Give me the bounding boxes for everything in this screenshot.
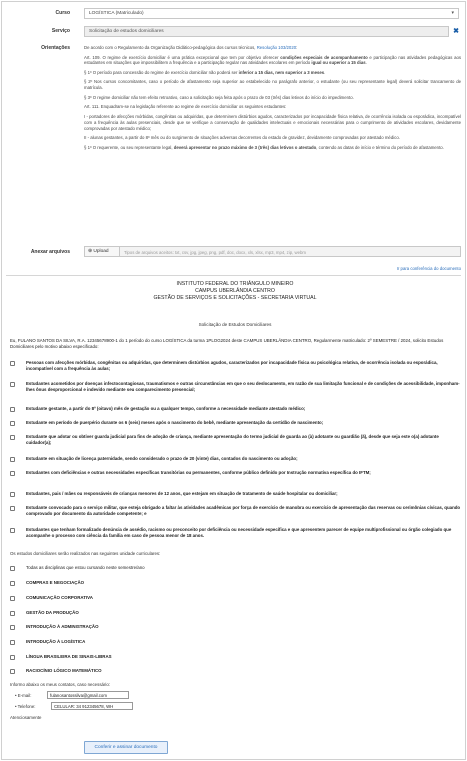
anexar-label: Anexar arquivos <box>30 249 70 255</box>
reason-checkbox[interactable] <box>10 492 15 497</box>
conferencia-link[interactable]: Ir para conferência do documento <box>396 266 461 271</box>
units-intro: Os estudos domiciliares serão realizados nas seguintes unidade curriculares: <box>10 551 161 556</box>
paragrafo-1-atestado <box>84 145 461 151</box>
unit-checkbox[interactable] <box>10 640 15 645</box>
reason-checkbox[interactable] <box>10 382 15 387</box>
phone-field[interactable]: CELULAR: 34 912345678, WH <box>51 702 133 710</box>
reason-checkbox[interactable] <box>10 506 15 511</box>
upload-button[interactable] <box>84 246 120 257</box>
orientacoes-text <box>84 45 461 154</box>
email-field[interactable]: fulanosantossilva@gmail.com <box>47 691 129 699</box>
p1-b: inferior a 15 dias, nem superior a 3 meses <box>238 69 325 75</box>
p1-c: . <box>324 69 326 75</box>
reason-text: Estudante gestante, a partir do 8º (oitavo) mês de gestação ou a qualquer tempo, conforme a necessidade mediante atestado médico; <box>26 406 306 411</box>
upload-hint: Tipos de arquivos aceitos: txt, csv, jpg, jpeg, png, pdf, doc, docx, xls, xlsx, mp3, mp4, zip, webm <box>120 246 461 257</box>
reason-text: Estudantes que tenham formalizado denúncia de assédio, racismo ou preconceito por deficiência ou necessidade específica e que apresentem parecer de equipe multiprofissional ou órgão colegiado que acompanhe o processo com ciência da família em caso de pessoa menor de 18 anos. <box>26 527 452 539</box>
unit-text: COMPRAS E NEGOCIAÇÃO <box>26 580 85 585</box>
unit-text: Todas as disciplinas que estou cursando neste semestre/ano <box>26 565 145 570</box>
unit-text: LÍNGUA BRASILEIRA DE SINAIS-LIBRAS <box>26 654 112 659</box>
upload-label: Upload <box>93 249 109 254</box>
header-line-2: CAMPUS UBERLÂNDIA CENTRO <box>195 287 275 294</box>
p1b-a: § 1º O requerente, ou seu representante legal, <box>84 144 174 150</box>
unit-checkbox[interactable] <box>10 596 15 601</box>
unit-text: GESTÃO DA PRODUÇÃO <box>26 610 79 615</box>
p1b-b: deverá apresentar no prazo máximo de 3 (três) dias letivos o atestado <box>173 144 317 150</box>
p1-a: § 1º O período para concessão do regime de exercício domiciliar não poderá ser <box>84 69 239 75</box>
servico-value: Solicitação de estudos domiciliares <box>89 29 164 34</box>
document-title: Solicitação de Estudos Domiciliares <box>198 322 272 327</box>
upload-icon: ⊕ <box>88 249 93 254</box>
reason-checkbox[interactable] <box>10 528 15 533</box>
document-header <box>10 281 460 301</box>
inciso-i: I - portadores de afecções mórbidas, congênitas ou adquiridas, que determinem distúrbios agudos, caracterizados por incapacidade física relativa, de ocorrência isolada ou esporádica, incompatível com a frequência às aulas presenciais, desde que se verifique a conservação de qualidades intelectuais e emocionais necessárias para o cumprimento de atividades escolares, devidamente comprovadas por atestado médico; <box>84 113 461 131</box>
reason-checkbox[interactable] <box>10 457 15 462</box>
reason-checkbox[interactable] <box>10 407 15 412</box>
curso-value: LOGÍSTICA (Matriculado) <box>89 11 144 16</box>
orientacoes-label: Orientações <box>41 45 70 51</box>
reason-checkbox[interactable] <box>10 471 15 476</box>
reason-checkbox[interactable] <box>10 421 15 426</box>
chevron-down-icon: ▾ <box>451 10 454 16</box>
art-109 <box>84 55 461 67</box>
unit-checkbox[interactable] <box>10 669 15 674</box>
document-intro: Eu, FULANO SANTOS DA SILVA, R.A. 12345678900-1 do 1 período do curso LOGÍSTICA da turma 1PLOG2024 deste CAMPUS UBERLÂNDIA CENTRO, Regularmente matriculado: 2º SEMESTRE / 2024, solicito Estudos Domiciliares pelo motivo abaixo especificado: <box>10 338 444 350</box>
art-111: Art. 111. Enquadram-se na legislação referente ao regime de exercício domiciliar os seguintes estudantes: <box>84 104 287 110</box>
header-line-3: GESTÃO DE SERVIÇOS E SOLICITAÇÕES - SECRETARIA VIRTUAL <box>153 294 317 301</box>
unit-text: COMUNICAÇÃO CORPORATIVA <box>26 595 93 600</box>
curso-select[interactable] <box>84 8 459 19</box>
paragrafo-2: § 2º Nos cursos concomitantes, caso o período de afastamento seja superior ao estabelecido no parágrafo anterior, o estudante (ou seu representante legal) deverá solicitar trancamento de matrícula. <box>84 79 461 91</box>
divider <box>6 275 461 276</box>
reason-checkbox[interactable] <box>10 361 15 366</box>
reason-text: Estudantes acometidos por doenças infectocontagiosas, traumatismos e outras circunstâncias em que o seu deslocamento, em razão de sua limitação funcional e de condições de acessibilidade, imponham-lhes ônus desproporcional e indevido mediante seu comparecimento presencial; <box>26 381 460 393</box>
curso-label: Curso <box>55 10 70 16</box>
servico-label: Serviço <box>51 28 70 34</box>
reason-text: Estudantes com deficiências e outras necessidades específicas transitórias ou permanentes, conforme público definido por Instrução normativa específica do IFTM; <box>26 470 371 475</box>
inciso-ii: II - alunas gestantes, a partir do 8º mês ou do surgimento de situações adversas decorrentes do estado de gravidez, devidamente comprovadas por atestado médico. <box>84 135 400 141</box>
reason-text: Estudantes, pais / mães ou responsáveis de crianças menores de 12 anos, que estejam em situação de tratamento de saúde hospitalar ou domiciliar; <box>26 491 338 496</box>
unit-checkbox[interactable] <box>10 625 15 630</box>
resolucao-link[interactable]: Resolução 103/2020 <box>256 45 297 50</box>
servico-field <box>84 26 449 37</box>
conferir-assinar-button[interactable]: Conferir e assinar documento <box>84 741 168 754</box>
art109-a: Art. 109. O regime de exercício domiciliar é uma prática excepcional que tem por objetivo oferecer <box>84 54 281 60</box>
paragrafo-1 <box>84 70 461 76</box>
unit-text: RACIOCÍNIO LÓGICO MATEMÁTICO <box>26 668 102 673</box>
unit-checkbox[interactable] <box>10 566 15 571</box>
contacts-intro: Informo abaixo os meus contatos, caso necessário: <box>10 682 111 687</box>
art109-c: e participação nas atividades pedagógicas aos estudantes em situações que impossibilitem a frequência e a participação regular nas atividades escolares em período <box>84 54 462 66</box>
art109-b: condições especiais de acompanhamento <box>280 54 368 60</box>
closing-text: Atenciosamente <box>10 715 42 720</box>
intro-suffix: : <box>296 45 298 50</box>
p1b-c: , contendo as datas de início e término do período de afastamento. <box>316 144 444 150</box>
reason-text: Estudante que adotar ou obtiver guarda judicial para fins de adoção de criança, mediante apresentação do termo judicial de guarda ao (à) adotante ou guardião (ã), desde que seja este o(a) adotante cuidador(a); <box>26 434 439 446</box>
unit-checkbox[interactable] <box>10 581 15 586</box>
unit-text: INTRODUÇÃO À ADMINISTRAÇÃO <box>26 624 99 629</box>
email-label: • E-mail: <box>15 693 32 698</box>
unit-checkbox[interactable] <box>10 611 15 616</box>
paragrafo-3: § 3º O regime domiciliar não tem efeito retroativo, caso a solicitação seja feita após o prazo de 03 (três) dias letivos do início do impedimento. <box>84 94 354 100</box>
art109-d: igual ou superior a 15 dias <box>311 60 366 66</box>
unit-checkbox[interactable] <box>10 655 15 660</box>
reason-text: Estudante em período de puerpério durante os 6 (seis) meses após o nascimento do bebê, mediante apresentação da certidão de nascimento; <box>26 420 324 425</box>
reason-text: Estudante em situação de licença paternidade, sendo considerado o prazo de 20 (vinte) dias, contados do nascimento ou adoção; <box>26 456 298 461</box>
unit-text: INTRODUÇÃO À LOGÍSTICA <box>26 639 86 644</box>
intro-text: De acordo com o Regulamento da Organização Didático-pedagógica dos cursos técnicos, <box>84 45 257 50</box>
phone-label: • Telefone: <box>15 704 36 709</box>
header-line-1: INSTITUTO FEDERAL DO TRIÂNGULO MINEIRO <box>176 281 294 287</box>
orientacoes-intro <box>84 45 461 51</box>
reason-text: Estudante convocado para o serviço militar, que esteja obrigado a faltar às atividades acadêmicas por força de exercício de manobra ou exercício de apresentação das reservas ou cerimônias cívicas, quando comprovado por documento da autoridade competente; e <box>26 505 461 517</box>
art109-e: . <box>365 60 367 66</box>
reason-checkbox[interactable] <box>10 435 15 440</box>
remove-service-icon[interactable]: ✖ <box>453 28 459 35</box>
reason-text: Pessoas com afecções mórbidas, congênitas ou adquiridas, que determinem distúrbios agudos, caracterizados por incapacidade física ou psicológica relativa, de ocorrência isolada ou esporádica, incompatível com a frequência às aulas; <box>26 360 438 372</box>
